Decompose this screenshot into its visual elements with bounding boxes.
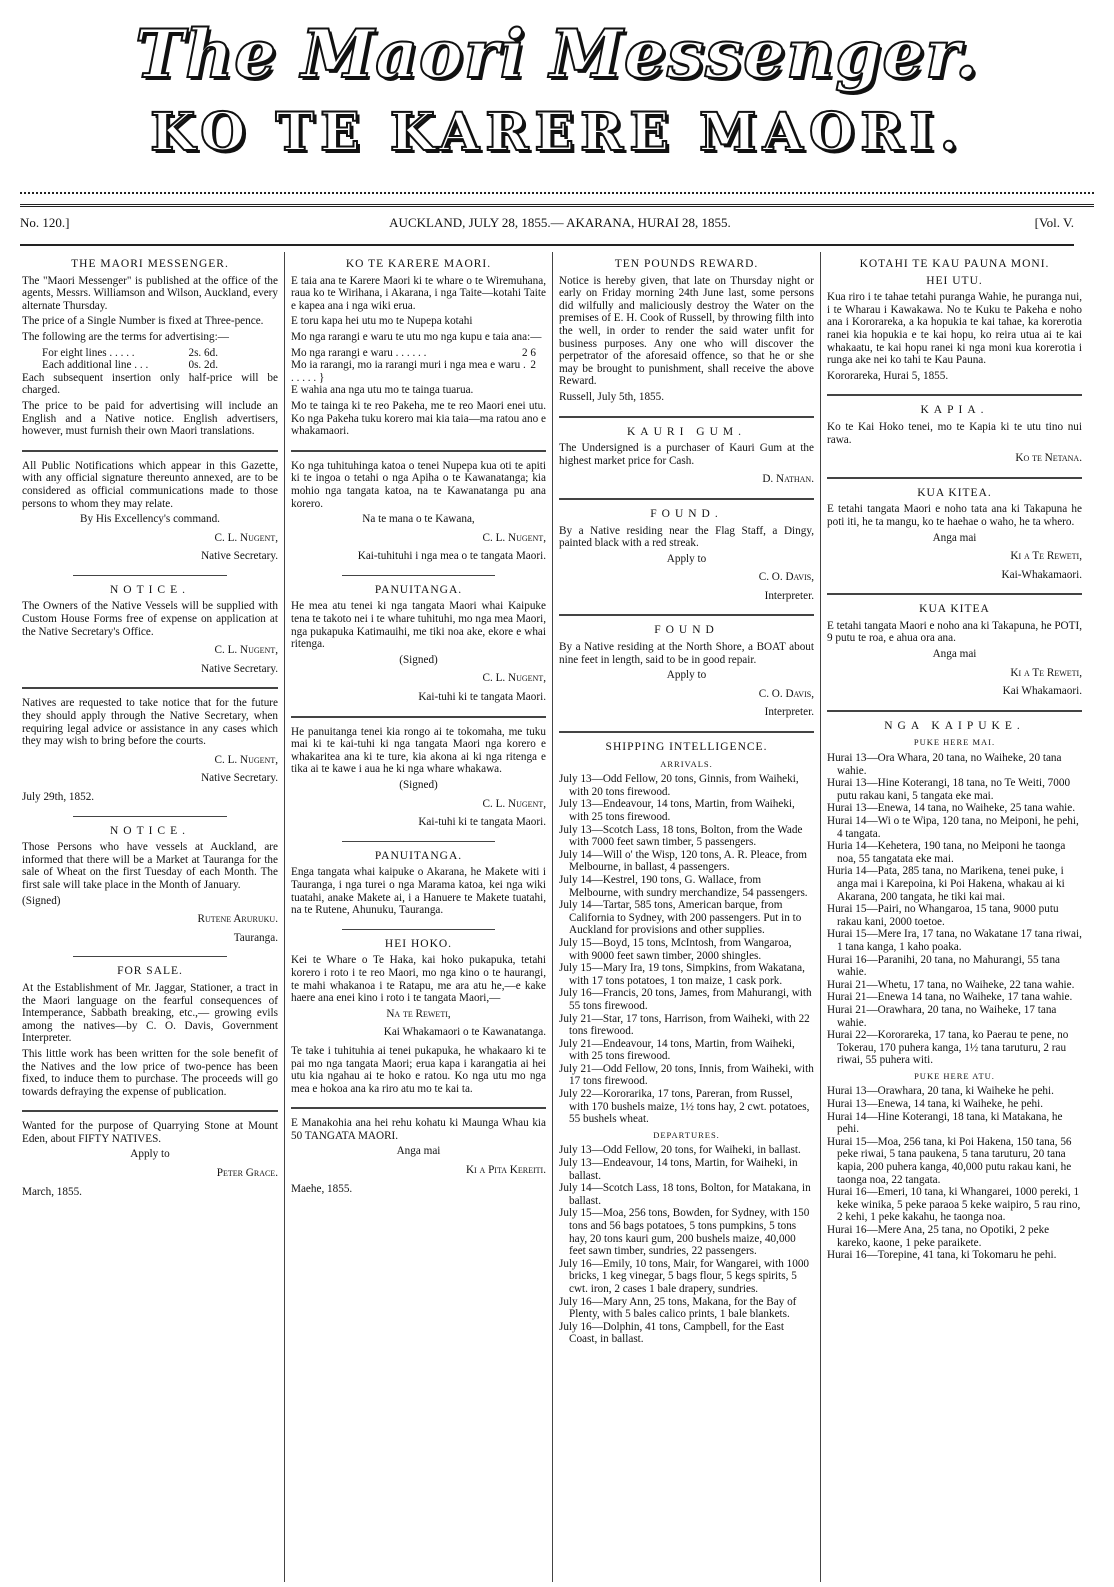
paragraph: E taia ana te Karere Maori ki te whare o te Wiremuhana, raua ko te Wirihana, i Akarana, i nga Taite—kotahi Taite e kapea ana i nga wiki erua. bbox=[291, 274, 546, 312]
signature: C. L. Nugent, bbox=[214, 531, 278, 544]
list-item: Hurai 21—Whetu, 17 tana, no Waiheke, 22 tana wahie. bbox=[827, 978, 1075, 991]
paragraph: E toru kapa hei utu mo te Nupepa kotahi bbox=[291, 315, 473, 328]
list-item: Hurai 13—Orawhara, 20 tana, ki Waiheke he pehi. bbox=[827, 1085, 1054, 1098]
separator bbox=[73, 816, 227, 817]
paragraph: Wanted for the purpose of Quarrying Stone at Mount Eden, about FIFTY NATIVES. bbox=[22, 1120, 278, 1145]
paragraph: Kei te Whare o Te Haka, kai hoko pukapuka, tetahi korero i roto i te reo Maori, mo nga kino o te haurangi, te mahi whakanoa i te Ratapu, me ara atu he,—e kake haere ana enei kino i roto i te tangata Maori,— bbox=[291, 954, 546, 1005]
signature-title: Kai-tuhituhi i nga mea o te tangata Maori. bbox=[357, 550, 546, 563]
section-heading: TEN POUNDS REWARD. bbox=[614, 258, 759, 270]
subheading: DEPARTURES. bbox=[653, 1129, 720, 1140]
section-heading: PANUITANGA. bbox=[374, 583, 463, 596]
paragraph: All Public Notifications which appear in this Gazette, with any official signature thereunto annexed, are to be considered as official communications made to those persons to whom they may relate. bbox=[22, 459, 278, 510]
column-3 bbox=[552, 252, 820, 1582]
signature-title: Native Secretary. bbox=[201, 772, 278, 785]
signature-title: Native Secretary. bbox=[201, 662, 278, 675]
list-item: July 14—Scotch Lass, 18 tons, Bolton, for Matakana, in ballast. bbox=[559, 1182, 811, 1207]
apply-label: Anga mai bbox=[932, 648, 977, 661]
list-item: July 14—Kestrel, 190 tons, G. Wallace, from Melbourne, with sundry merchandize, 54 passengers. bbox=[559, 873, 808, 899]
rate-row bbox=[291, 359, 546, 384]
list-item: July 13—Odd Fellow, 20 tons, Ginnis, from Waiheki, with 20 tons firewood. bbox=[559, 773, 799, 798]
date: Russell, July 5th, 1855. bbox=[559, 390, 665, 403]
paragraph: Mo te tainga ki te reo Pakeha, me te reo Maori enei utu. Ko nga Pakeha tuku korero mai kia taia—ma ratou ano e whakamaori. bbox=[291, 399, 546, 438]
list-item: July 16—Emily, 10 tons, Mair, for Wangarei, with 1000 bricks, 1 keg vinegar, 5 bags flour, 5 kegs spirits, 5 cwt. iron, 2 cases 1 bale drapery, sundries. bbox=[559, 1257, 810, 1295]
separator bbox=[22, 1110, 278, 1112]
paragraph: Those Persons who have vessels at Auckland, are informed that there will be a Market at Tauranga for the sale of Wheat on the first Tuesday of each Month. The first sale will take place in the Month of January. bbox=[22, 841, 278, 891]
paragraph: Ko te Kai Hoko tenei, mo te Kapia ki te utu tino nui rawa. bbox=[827, 420, 1082, 446]
column-1 bbox=[16, 252, 284, 1582]
subheading: ARRIVALS. bbox=[660, 758, 713, 769]
separator bbox=[73, 956, 227, 957]
signature: C. L. Nugent, bbox=[482, 672, 546, 685]
rate-label: Mo nga rarangi e waru . . . . . . bbox=[291, 346, 427, 359]
section-heading: FOUND. bbox=[650, 507, 723, 520]
list-item: July 22—Kororarika, 17 tons, Pareran, from Russel, with 170 bushels maize, 1½ tons hay, 2 cwt. potatoes, 55 bushels wheat. bbox=[559, 1088, 810, 1126]
list-item: July 15—Mary Ira, 19 tons, Simpkins, from Wakatana, with 17 tons potatoes, 1 ton maize, 1 cask pork. bbox=[559, 962, 805, 987]
section-heading: NOTICE. bbox=[109, 824, 191, 837]
separator bbox=[291, 1107, 546, 1109]
date: March, 1855. bbox=[22, 1185, 82, 1198]
signature: C. L. Nugent, bbox=[214, 644, 278, 657]
list-item: July 13—Endeavour, 14 tons, Martin, from Waiheki, with 25 tons firewood. bbox=[559, 798, 795, 823]
separator bbox=[291, 450, 546, 452]
signature: Ki a Te Reweti, bbox=[1010, 550, 1082, 563]
rate-value: 2s. 6d. bbox=[188, 346, 218, 359]
list-item: Hurai 15—Moa, 256 tana, ki Poi Hakena, 150 tana, 56 peke riwai, 5 tana paukena, 5 tana taruturu, 20 tana kapia, 200 puhera kanga, 40,000 putu rakau kani, he taonga noa, 22 tangata. bbox=[827, 1135, 1072, 1186]
subheading: PUKE HERE MAI. bbox=[913, 737, 996, 748]
paragraph: Natives are requested to take notice that for the future they should apply through the Native Secretary, when requiring legal advice or assistance in any cases which they may wish to bring before the courts. bbox=[22, 697, 278, 748]
list-item: July 21—Star, 17 tons, Harrison, from Waiheki, with 22 tons firewood. bbox=[559, 1012, 810, 1038]
separator bbox=[342, 929, 495, 930]
rate-label: Mo ia rarangi, mo ia rarangi muri i nga mea e waru . . . . . . } bbox=[291, 359, 526, 384]
section-heading: FOUND bbox=[654, 624, 719, 637]
list-item: July 13—Scotch Lass, 18 tons, Bolton, from the Wade with 7000 feet sawn timber, 5 passengers. bbox=[559, 823, 803, 849]
list-item: July 21—Endeavour, 14 tons, Martin, from Waiheki, with 25 tons firewood. bbox=[559, 1037, 795, 1063]
separator bbox=[827, 710, 1082, 712]
signed-label: (Signed) bbox=[399, 653, 438, 666]
separator bbox=[827, 593, 1082, 595]
signature-title: Kai-Whakamaori. bbox=[1001, 568, 1082, 581]
signature: Ki a Pita Kereiti. bbox=[465, 1164, 546, 1177]
section-heading: KOTAHI TE KAU PAUNA MONI. bbox=[859, 258, 1050, 270]
section-heading: NOTICE. bbox=[109, 583, 191, 596]
issue-date: AUCKLAND, JULY 28, 1855.— AKARANA, HURAI 28, 1855. bbox=[389, 215, 731, 230]
separator bbox=[22, 687, 278, 689]
section-heading: SHIPPING INTELLIGENCE. bbox=[605, 741, 768, 754]
rate-label: Each additional line . . . bbox=[42, 359, 149, 372]
masthead-title: The Maori Messenger. bbox=[135, 15, 979, 93]
list-item: July 16—Mary Ann, 25 tons, Makana, for the Bay of Plenty, with 5 bales calico prints, 1 bale blankets. bbox=[559, 1295, 797, 1321]
list-item: July 15—Boyd, 15 tons, McIntosh, from Wangaroa, with 9000 feet sawn timber, 2000 shingles. bbox=[559, 936, 792, 962]
date: Kororareka, Hurai 5, 1855. bbox=[827, 369, 949, 382]
signature: Ko te Netana. bbox=[1015, 452, 1082, 465]
section-heading: HEI HOKO. bbox=[384, 937, 453, 950]
section-heading: KUA KITEA. bbox=[917, 486, 992, 499]
signature: C. L. Nugent, bbox=[214, 753, 278, 766]
signature: Na te Reweti, bbox=[386, 1007, 451, 1020]
paragraph: The price to be paid for advertising will include an English and a Native notice. English advertisers, however, must furnish their own Maori translations. bbox=[22, 399, 278, 438]
paragraph: E tetahi tangata Maori e noho tata ana ki Takapuna he poti iti, he ta mangu, ko te haehae o waho, he ta whero. bbox=[827, 503, 1082, 528]
date: July 29th, 1852. bbox=[22, 791, 95, 803]
paragraph: The price of a Single Number is fixed at Three-pence. bbox=[22, 315, 264, 328]
separator bbox=[559, 416, 814, 418]
paragraph: He panuitanga tenei kia rongo ai te tokomaha, me tuku mai ki te kai-tuhi ki nga tangata Maori nga korero e whakaritea ana ki te ture, kia akona ai ki nga ritenga e tika ai te kawe i aua he ki nga whare whakawa. bbox=[291, 725, 546, 776]
section-heading: FOR SALE. bbox=[117, 965, 183, 978]
section-subheading: HEI UTU. bbox=[926, 274, 983, 287]
date: Maehe, 1855. bbox=[291, 1182, 353, 1195]
signature-title: Kai Whakamaori. bbox=[1002, 685, 1082, 698]
paragraph: Te take i tuhituhia ai tenei pukapuka, he whakaaro ki te pai mo nga tangata Maori; erua kapa i karangatia ai hei utu kia ngahau ai te hoko e ratou. Ko nga utu mo nga mea e hokoa ana ka riro atu mo te kai ta. bbox=[291, 1044, 546, 1095]
rate-row bbox=[291, 347, 546, 360]
list-item: Huria 14—Kehetera, 190 tana, no Meiponi he taonga noa, 55 tangatata eke mai. bbox=[827, 840, 1066, 865]
paragraph: E tetahi tangata Maori e noho ana ki Takapuna, he POTI, 9 putu te roa, e ahua ora ana. bbox=[827, 619, 1082, 645]
masthead bbox=[0, 0, 1114, 162]
list-item: July 16—Francis, 20 tons, James, from Mahurangi, with 55 tons firewood. bbox=[559, 987, 812, 1012]
rate-value: 2 6 bbox=[522, 346, 536, 359]
signature-title: Interpreter. bbox=[764, 589, 814, 602]
signature-title: Kai-tuhi ki te tangata Maori. bbox=[418, 816, 546, 829]
rate-value: 2 bbox=[530, 359, 536, 372]
apply-label: Anga mai bbox=[396, 1145, 441, 1158]
separator bbox=[342, 841, 495, 842]
separator bbox=[291, 716, 546, 718]
rate-row bbox=[22, 347, 278, 360]
list-item: July 13—Endeavour, 14 tons, Martin, for Waiheki, in ballast. bbox=[559, 1157, 798, 1182]
paragraph: He mea atu tenei ki nga tangata Maori whai Kaipuke tena te takoto nei i te whare tuhituhi, mo nga mea Maori, nga pukapuka Katimauihi, me tiki noa ake, ekore e whai ritenga. bbox=[291, 600, 546, 651]
paragraph: Notice is hereby given, that late on Thursday night or early on Friday morning 24th June last, some persons did wilfully and maliciously destroy the Water on the premises of E. H. Cook of Russell, by throwing filth into the well, in order to render the said water unfit for business purposes. Any one who will discover the perpetrator of the aforesaid offence, so that he or she may be brought to punishment, shall receive the above Reward. bbox=[559, 274, 814, 388]
section-heading: KAPIA. bbox=[920, 404, 989, 417]
departures-list bbox=[559, 1144, 814, 1346]
list-item: July 16—Dolphin, 41 tons, Campbell, for the East Coast, in ballast. bbox=[559, 1320, 784, 1346]
paragraph: The Undersigned is a purchaser of Kauri Gum at the highest market price for Cash. bbox=[559, 442, 814, 467]
signature: Rutene Aruruku. bbox=[197, 913, 278, 926]
paragraph: This little work has been written for the sole benefit of the Natives and the low price of two-pence has been fixed, to induce them to purchase. The proceeds will go towards defraying the expense of publication. bbox=[22, 1047, 278, 1098]
arrivals-list bbox=[559, 773, 814, 1126]
list-item: Hurai 16—Mere Ana, 25 tana, no Opotiki, 2 peke kareko, kaone, 1 peke paraikete. bbox=[827, 1224, 1050, 1249]
signed-label: (Signed) bbox=[399, 779, 438, 791]
list-item: Hurai 16—Emeri, 10 tana, ki Whangarei, 1000 pereki, 1 keke winika, 5 peke paraoa 5 keke waipiro, 5 rau rino, 2 kehi, 1 peke kakahu, he taonga noa. bbox=[827, 1186, 1081, 1224]
separator bbox=[73, 575, 227, 576]
paragraph: The "Maori Messenger" is published at the office of the agents, Messrs. Williamson and Wilson, Auckland, every alternate Thursday. bbox=[22, 274, 278, 312]
separator bbox=[559, 614, 814, 616]
list-item: Hurai 21—Orawhara, 20 tana, no Waiheke, 17 tana wahie. bbox=[827, 1003, 1057, 1029]
header-rule bbox=[20, 244, 1074, 246]
separator bbox=[827, 477, 1082, 479]
list-item: Hurai 14—Wi o te Wipa, 120 tana, no Meiponi, he pehi, 4 tangata. bbox=[827, 815, 1079, 840]
apply-label: Apply to bbox=[130, 1148, 170, 1161]
apply-label: Apply to bbox=[666, 669, 707, 682]
list-item: Hurai 22—Kororareka, 17 tana, ko Paerau te pene, no Tokerau, 170 puhera kanga, 1½ tana taruturu, 2 rau riwai, 55 puhera witi. bbox=[827, 1029, 1069, 1067]
arrivals-list bbox=[827, 752, 1082, 1067]
separator bbox=[559, 731, 814, 733]
list-item: July 21—Odd Fellow, 20 tons, Innis, from Waiheki, with 17 tons firewood. bbox=[559, 1062, 814, 1088]
paragraph: E wahia ana nga utu mo te tainga tuarua. bbox=[291, 384, 474, 397]
signature: Ki a Te Reweti, bbox=[1010, 666, 1082, 679]
separator bbox=[342, 575, 495, 576]
paragraph: The Owners of the Native Vessels will be supplied with Custom House Forms free of expense on application at the Native Secretary's Office. bbox=[22, 600, 278, 638]
paragraph: Enga tangata whai kaipuke o Akarana, he Makete witi i Tauranga, i nga turei o nga Marama katoa, kei nga wiki tuatahi, anake Makete ai, i a Hanuere te Makete tuatahi, na te Rutene, Ahunuku, Tauranga. bbox=[291, 866, 546, 917]
section-heading: THE MAORI MESSENGER. bbox=[71, 258, 229, 270]
rate-value: 0s. 2d. bbox=[188, 359, 218, 372]
list-item: July 15—Moa, 256 tons, Bowden, for Sydney, with 150 tons and 56 bags potatoes, 5 tons pumpkins, 5 tons hay, 20 tons kauri gum, 200 bushels maize, 40,000 feet sawn timber, sundries, 22 passengers. bbox=[559, 1207, 810, 1258]
signature-place: Tauranga. bbox=[233, 931, 278, 944]
paragraph: E Manakohia ana hei rehu kohatu ki Maunga Whau kia 50 TANGATA MAORI. bbox=[291, 1117, 546, 1142]
paragraph: Kua riro i te tahae tetahi puranga Wahie, he puranga nui, i te Wharau i Kawakawa. No te Kuku te Pakeha e noho ana i Kororareka, a ka hopukia te kai tahae, ka korerotia ranei kia hopukia e te kai hopu, ko reira utua ai te kai whakaatu, te kai hopu ranei ki nga moni kua korerotia i runga ake nei ko tahi te Kau Pauna. bbox=[827, 291, 1082, 367]
rate-label: For eight lines . . . . . bbox=[42, 346, 135, 359]
paragraph: Na te mana o te Kawana, bbox=[362, 513, 475, 526]
list-item: Huria 14—Pata, 285 tana, no Marikena, tenei puke, i anga mai i Karepoina, ki Poi Hakena, whakau ai ki Akarana, 200 tangata, he tiki kai mai. bbox=[827, 865, 1065, 903]
separator bbox=[827, 394, 1082, 396]
masthead-subtitle: KO TE KARERE MAORI. bbox=[150, 102, 964, 163]
list-item: Hurai 15—Mere Ira, 17 tana, no Wakatane 17 tana riwai, 1 tana kanga, 1 kaho poaka. bbox=[827, 928, 1082, 953]
column-4 bbox=[820, 252, 1088, 1582]
section-heading: PANUITANGA. bbox=[374, 849, 463, 862]
paragraph: Mo nga rarangi e waru te utu mo nga kupu e taia ana:— bbox=[291, 330, 542, 343]
paragraph: By a Native residing at the North Shore, a BOAT about nine feet in length, said to be in good repair. bbox=[559, 641, 814, 666]
signature: D. Nathan. bbox=[762, 473, 814, 486]
list-item: Hurai 21—Enewa 14 tana, no Waiheke, 17 tana wahie. bbox=[827, 991, 1073, 1004]
signature: C. O. Davis, bbox=[758, 687, 814, 700]
signed-label: (Signed) bbox=[22, 894, 61, 907]
signature: C. L. Nugent, bbox=[482, 797, 546, 810]
list-item: July 14—Tartar, 585 tons, American barque, from California to Sydney, with 200 passengers. Put in to Auckland for provisions and other supplies. bbox=[559, 899, 802, 937]
columns bbox=[16, 252, 1098, 1582]
apply-label: Apply to bbox=[666, 552, 707, 565]
rate-row bbox=[22, 359, 278, 372]
list-item: Hurai 16—Paranihi, 20 tana, no Mahurangi, 55 tana wahie. bbox=[827, 953, 1061, 979]
section-heading: NGA KAIPUKE. bbox=[884, 719, 1025, 732]
paragraph: By a Native residing near the Flag Staff, a Dingy, painted black with a red streak. bbox=[559, 524, 814, 550]
separator bbox=[559, 498, 814, 500]
departures-list bbox=[827, 1085, 1082, 1261]
paragraph: At the Establishment of Mr. Jaggar, Stationer, a tract in the Maori language on the fearful consequences of Intemperance, Sabbath breaking, etc.,— growing evils among the natives—by C. O. Davis, Government Interpreter. bbox=[22, 981, 278, 1045]
list-item: Hurai 13—Enewa, 14 tana, ki Waiheke, he pehi. bbox=[827, 1098, 1044, 1111]
signature-title: Interpreter. bbox=[764, 706, 814, 719]
list-item: Hurai 13—Hine Koterangi, 18 tana, no Te Weiti, 7000 putu rakau kani, 5 tangata eke mai. bbox=[827, 777, 1071, 802]
signature-title: Native Secretary. bbox=[201, 550, 278, 563]
signature-title: Kai Whakamaori o te Kawanatanga. bbox=[383, 1026, 546, 1039]
paragraph: The following are the terms for advertising:— bbox=[22, 330, 229, 343]
paragraph: By His Excellency's command. bbox=[80, 513, 220, 526]
list-item: Hurai 13—Ora Whara, 20 tana, no Waiheke, 20 tana wahie. bbox=[827, 752, 1062, 777]
list-item: Hurai 15—Pairi, no Whangaroa, 15 tana, 9000 putu rakau kani, 2000 toetoe. bbox=[827, 903, 1059, 928]
signature-title: Kai-tuhi ki te tangata Maori. bbox=[418, 691, 546, 704]
section-heading: KUA KITEA bbox=[919, 603, 990, 616]
section-heading: KO TE KARERE MAORI. bbox=[345, 258, 492, 270]
signature: Peter Grace. bbox=[216, 1167, 278, 1180]
paragraph: Each subsequent insertion only half-price will be charged. bbox=[22, 371, 278, 397]
subheading: PUKE HERE ATU. bbox=[914, 1070, 995, 1081]
section-heading: KAURI GUM. bbox=[627, 425, 746, 438]
separator bbox=[22, 450, 278, 452]
list-item: July 13—Odd Fellow, 20 tons, for Waiheki, in ballast. bbox=[559, 1144, 801, 1157]
ornamental-rule bbox=[20, 192, 1094, 207]
list-item: Hurai 13—Enewa, 14 tana, no Waiheke, 25 tana wahie. bbox=[827, 802, 1076, 815]
list-item: Hurai 16—Torepine, 41 tana, ki Tokomaru he pehi. bbox=[827, 1249, 1057, 1262]
signature: C. O. Davis, bbox=[758, 571, 814, 584]
volume-number: [Vol. V. bbox=[1034, 215, 1074, 230]
list-item: Hurai 14—Hine Koterangi, 18 tana, ki Matakana, he pehi. bbox=[827, 1110, 1063, 1136]
issue-number: No. 120.] bbox=[20, 215, 70, 230]
paragraph: Ko nga tuhituhinga katoa o tenei Nupepa kua oti te apiti ki te ingoa o tetahi o nga Apiha o te Kawanatanga; kia mohio nga tangata katoa, na te Kawanatanga pu ana korero. bbox=[291, 459, 546, 510]
apply-label: Anga mai bbox=[932, 531, 977, 544]
list-item: July 14—Will o' the Wisp, 120 tons, A. R. Pleace, from Melbourne, in ballast, 4 passengers. bbox=[559, 848, 807, 874]
column-2 bbox=[284, 252, 552, 1582]
signature: C. L. Nugent, bbox=[482, 531, 546, 544]
